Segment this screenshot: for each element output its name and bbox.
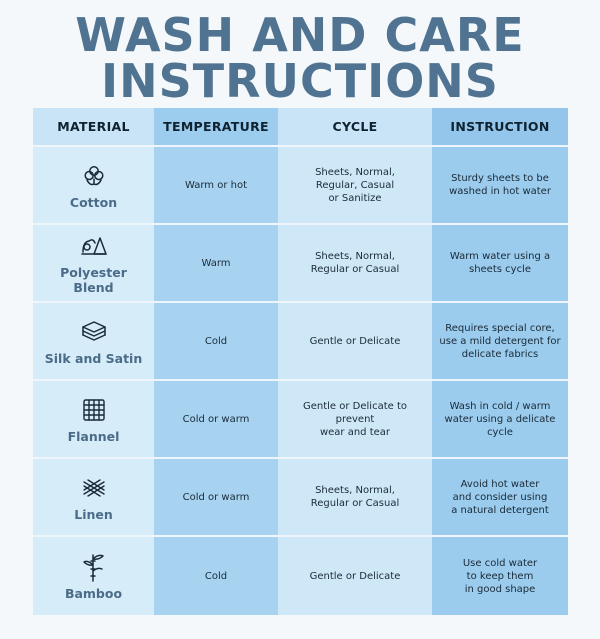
cycle-cell: Sheets, Normal, Regular, Casual or Sanitize: [278, 147, 432, 225]
cycle-cell: Sheets, Normal, Regular or Casual: [278, 459, 432, 537]
temperature-cell: Cold or warm: [154, 381, 278, 459]
bamboo-icon: [79, 552, 109, 582]
cycle-cell: Gentle or Delicate: [278, 303, 432, 381]
instruction-cell: Sturdy sheets to be washed in hot water: [432, 147, 568, 225]
temperature-cell: Cold or warm: [154, 459, 278, 537]
material-label: Linen: [74, 506, 113, 522]
instruction-cell: Wash in cold / warm water using a delicate cycle: [432, 381, 568, 459]
header-instruction: INSTRUCTION: [432, 108, 568, 147]
instruction-cell: Avoid hot water and consider using a natural detergent: [432, 459, 568, 537]
material-cell-linen: [33, 459, 154, 537]
material-label: Bamboo: [64, 585, 123, 601]
header-temperature: TEMPERATURE: [154, 108, 278, 147]
plaid-icon: [79, 395, 109, 425]
material-cell-cotton: [33, 147, 154, 225]
page-title-line-1: WASH AND CARE: [75, 8, 525, 62]
weave-icon: [79, 473, 109, 503]
header-cycle: CYCLE: [278, 108, 432, 147]
cotton-icon: [79, 161, 109, 191]
temperature-cell: Warm: [154, 225, 278, 303]
header-material: MATERIAL: [33, 108, 154, 147]
cycle-cell: Sheets, Normal, Regular or Casual: [278, 225, 432, 303]
cycle-cell: Gentle or Delicate to prevent wear and tear: [278, 381, 432, 459]
instruction-cell: Warm water using a sheets cycle: [432, 225, 568, 303]
material-cell-bamboo: [33, 537, 154, 615]
temperature-cell: Cold: [154, 303, 278, 381]
instruction-cell: Use cold water to keep them in good shape: [432, 537, 568, 615]
instruction-cell: Requires special core, use a mild detergent for delicate fabrics: [432, 303, 568, 381]
material-label: Silk and Satin: [44, 350, 143, 366]
care-table: [33, 108, 568, 615]
polyester-icon: [79, 231, 109, 261]
material-label: Cotton: [69, 194, 118, 210]
temperature-cell: Warm or hot: [154, 147, 278, 225]
temperature-cell: Cold: [154, 537, 278, 615]
folded-fabric-icon: [79, 317, 109, 347]
material-label: Polyester Blend: [60, 265, 127, 295]
material-cell-silk-satin: [33, 303, 154, 381]
material-label: Flannel: [67, 428, 120, 444]
cycle-cell: Gentle or Delicate: [278, 537, 432, 615]
page-title-line-2: INSTRUCTIONS: [101, 54, 499, 108]
material-cell-flannel: [33, 381, 154, 459]
material-cell-polyester: [33, 225, 154, 303]
